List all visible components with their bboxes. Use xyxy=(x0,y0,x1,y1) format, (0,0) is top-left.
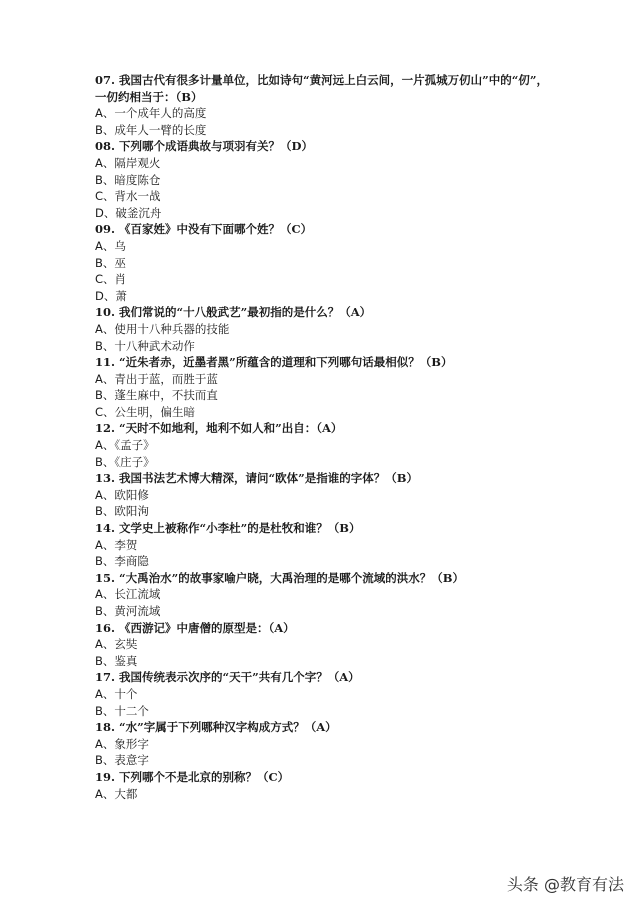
question-10: 10. 我们常说的“十八般武艺”最初指的是什么？（A） xyxy=(95,305,372,320)
question-15: 15. “大禹治水”的故事家喻户晓，大禹治理的是哪个流域的洪水？（B） xyxy=(95,570,464,585)
question-07: 07. 我国古代有很多计量单位，比如诗句“黄河远上白云间，一片孤城万仞山”中的“仞”，一仞约相当于：（B） xyxy=(95,73,548,104)
option: C、背水一战 xyxy=(95,189,161,204)
question-08: 08. 下列哪个成语典故与项羽有关？（D） xyxy=(95,139,313,154)
option: B、十二个 xyxy=(95,703,149,718)
question-16: 16. 《西游记》中唐僧的原型是：（A） xyxy=(95,620,295,635)
question-12: 12. “天时不如地利，地利不如人和”出自：（A） xyxy=(95,421,343,436)
option: A、十个 xyxy=(95,686,138,701)
option: A、大都 xyxy=(95,786,138,801)
question-18: 18. “水”字属于下列哪种汉字构成方式？（A） xyxy=(95,720,337,735)
option: D、萧 xyxy=(95,288,127,303)
option: B、《庄子》 xyxy=(95,454,155,469)
option: A、李贺 xyxy=(95,537,138,552)
option: A、长江流域 xyxy=(95,587,161,602)
option: C、肖 xyxy=(95,272,127,287)
question-13: 13. 我国书法艺术博大精深，请问“欧体”是指谁的字体？（B） xyxy=(95,471,418,486)
question-09: 09. 《百家姓》中没有下面哪个姓？（C） xyxy=(95,222,313,237)
option: A、青出于蓝，而胜于蓝 xyxy=(95,371,218,386)
option: A、隔岸观火 xyxy=(95,155,161,170)
question-14: 14. 文学史上被称作“小李杜”的是杜牧和谁？（B） xyxy=(95,521,361,536)
option: B、巫 xyxy=(95,255,126,270)
watermark: 头条 @教育有法 xyxy=(506,875,624,894)
option: B、成年人一臂的长度 xyxy=(95,122,207,137)
question-17: 17. 我国传统表示次序的“天干”共有几个字？（A） xyxy=(95,670,360,685)
option: B、暗度陈仓 xyxy=(95,172,161,187)
option: A、乌 xyxy=(95,238,126,253)
question-list xyxy=(95,72,555,802)
question-19: 19. 下列哪个不是北京的别称？（C） xyxy=(95,769,290,784)
option: B、鉴真 xyxy=(95,653,138,668)
option: B、蓬生麻中，不扶而直 xyxy=(95,388,218,403)
option: B、表意字 xyxy=(95,753,149,768)
option: B、欧阳洵 xyxy=(95,504,149,519)
option: A、玄奘 xyxy=(95,637,138,652)
option: A、《孟子》 xyxy=(95,438,155,453)
option: B、十八种武术动作 xyxy=(95,338,195,353)
option: D、破釜沉舟 xyxy=(95,205,162,220)
option: A、使用十八种兵器的技能 xyxy=(95,321,230,336)
option: A、象形字 xyxy=(95,736,149,751)
option: B、黄河流域 xyxy=(95,604,161,618)
question-11: 11. “近朱者赤，近墨者黑”所蕴含的道理和下列哪句话最相似？（B） xyxy=(95,355,453,370)
option: B、李商隐 xyxy=(95,554,149,569)
option: A、欧阳修 xyxy=(95,487,149,502)
option: C、公生明，偏生暗 xyxy=(95,404,196,419)
option: A、一个成年人的高度 xyxy=(95,106,207,121)
